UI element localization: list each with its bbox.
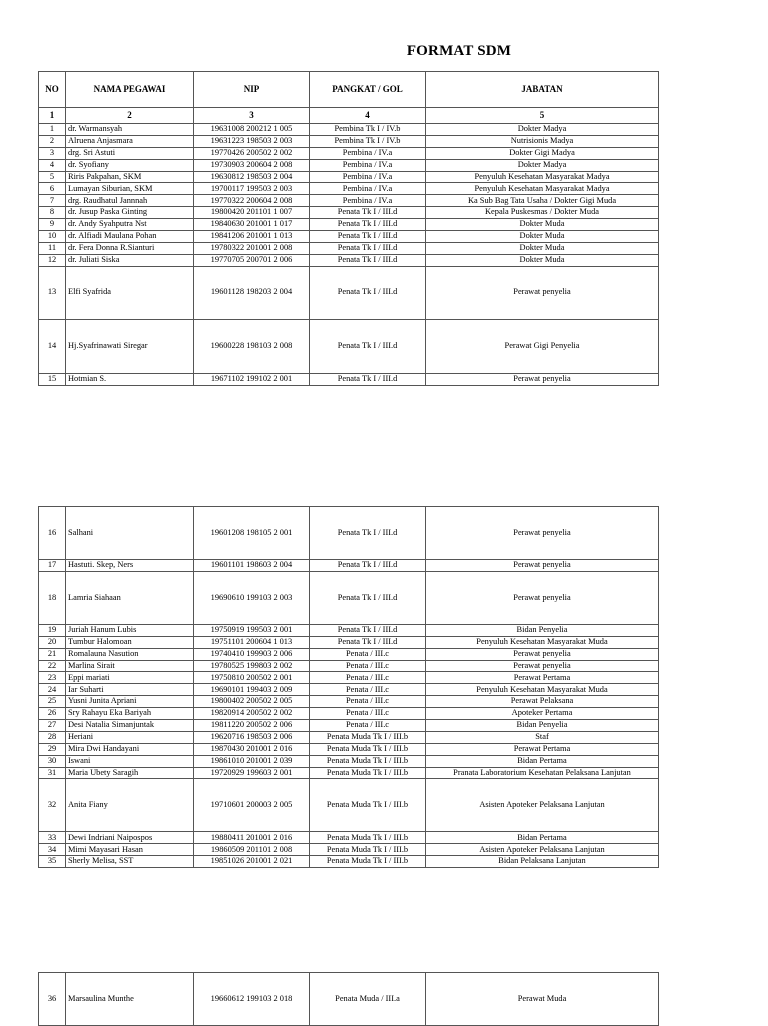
cell-no: 21 [39,648,66,660]
table-row [39,743,659,755]
cell-nip: 19780322 201001 2 008 [194,242,310,254]
cell-pangkat-gol: Penata / III.c [310,672,426,684]
cell-nama-pegawai: Romalauna Nasution [66,648,194,660]
sdm-table-part-2 [38,506,659,868]
cell-jabatan: Dokter Madya [426,159,659,171]
header-nama: NAMA PEGAWAI [66,72,194,108]
cell-nip: 19620716 198503 2 006 [194,731,310,743]
column-number: 5 [426,108,659,124]
cell-no: 1 [39,124,66,136]
cell-no: 31 [39,767,66,779]
cell-nama-pegawai: dr. Jusup Paska Ginting [66,207,194,219]
cell-no: 6 [39,183,66,195]
cell-jabatan: Bidan Pertama [426,755,659,767]
cell-jabatan: Perawat Muda [426,973,659,1026]
cell-nama-pegawai: Iswani [66,755,194,767]
cell-jabatan: Bidan Pelaksana Lanjutan [426,856,659,868]
column-number: 4 [310,108,426,124]
cell-nip: 19840630 201001 1 017 [194,219,310,231]
table-row [39,560,659,572]
table-row [39,708,659,720]
table-row [39,571,659,624]
cell-nama-pegawai: Maria Ubety Saragih [66,767,194,779]
cell-nip: 19630812 198503 2 004 [194,171,310,183]
cell-nip: 19720929 199603 2 001 [194,767,310,779]
cell-jabatan: Dokter Muda [426,231,659,243]
cell-no: 29 [39,743,66,755]
cell-no: 19 [39,624,66,636]
cell-nip: 19770322 200604 2 008 [194,195,310,207]
cell-jabatan: Perawat penyelia [426,660,659,672]
cell-jabatan: Dokter Gigi Madya [426,147,659,159]
cell-nip: 19660612 199103 2 018 [194,973,310,1026]
cell-nama-pegawai: Hastuti. Skep, Ners [66,560,194,572]
table-row [39,319,659,373]
column-number: 1 [39,108,66,124]
cell-jabatan: Perawat Pertama [426,743,659,755]
cell-nip: 19880411 201001 2 016 [194,832,310,844]
cell-no: 14 [39,319,66,373]
cell-nip: 19800402 200502 2 005 [194,696,310,708]
cell-no: 5 [39,171,66,183]
cell-jabatan: Penyuluh Kesehatan Masyarakat Madya [426,183,659,195]
cell-jabatan: Perawat penyelia [426,571,659,624]
cell-nip: 19811220 200502 2 006 [194,720,310,732]
cell-jabatan: Kepala Puskesmas / Dokter Muda [426,207,659,219]
cell-nip: 19730903 200604 2 008 [194,159,310,171]
cell-jabatan: Dokter Muda [426,242,659,254]
cell-pangkat-gol: Penata Muda Tk I / III.b [310,767,426,779]
cell-nama-pegawai: Heriani [66,731,194,743]
cell-pangkat-gol: Penata Tk I / III.d [310,254,426,266]
header-pangkat: PANGKAT / GOL [310,72,426,108]
cell-jabatan: Penyuluh Kesehatan Masyarakat Muda [426,636,659,648]
table-row [39,755,659,767]
cell-no: 10 [39,231,66,243]
cell-nip: 19710601 200003 2 005 [194,779,310,832]
cell-pangkat-gol: Penata Tk I / III.d [310,207,426,219]
cell-nip: 19690101 199403 2 009 [194,684,310,696]
cell-no: 35 [39,856,66,868]
cell-jabatan: Bidan Pertama [426,832,659,844]
cell-pangkat-gol: Penata Tk I / III.d [310,231,426,243]
cell-no: 30 [39,755,66,767]
cell-nama-pegawai: Mimi Mayasari Hasan [66,844,194,856]
cell-nip: 19841206 201001 1 013 [194,231,310,243]
cell-jabatan: Dokter Muda [426,219,659,231]
cell-no: 25 [39,696,66,708]
cell-pangkat-gol: Penata Tk I / III.d [310,319,426,373]
cell-nama-pegawai: Salhani [66,507,194,560]
cell-nip: 19671102 199102 2 001 [194,373,310,385]
cell-jabatan: Bidan Penyelia [426,720,659,732]
cell-pangkat-gol: Penata Tk I / III.d [310,636,426,648]
column-number-row [39,108,659,124]
cell-jabatan: Perawat Pertama [426,672,659,684]
cell-no: 13 [39,266,66,319]
table-row [39,507,659,560]
cell-no: 8 [39,207,66,219]
cell-no: 20 [39,636,66,648]
cell-jabatan: Apoteker Pertama [426,708,659,720]
cell-no: 32 [39,779,66,832]
cell-nip: 19601208 198105 2 001 [194,507,310,560]
header-row [39,72,659,108]
cell-jabatan: Perawat penyelia [426,266,659,319]
cell-nip: 19600228 198103 2 008 [194,319,310,373]
cell-pangkat-gol: Penata Tk I / III.d [310,624,426,636]
cell-nip: 19750919 199503 2 001 [194,624,310,636]
cell-no: 27 [39,720,66,732]
cell-nama-pegawai: Anita Fiany [66,779,194,832]
cell-pangkat-gol: Penata / III.c [310,648,426,660]
cell-pangkat-gol: Penata Muda Tk I / III.b [310,731,426,743]
cell-nip: 19800420 201101 1 007 [194,207,310,219]
cell-no: 18 [39,571,66,624]
cell-jabatan: Nutrisionis Madya [426,135,659,147]
cell-jabatan: Perawat penyelia [426,648,659,660]
cell-no: 4 [39,159,66,171]
cell-jabatan: Asisten Apoteker Pelaksana Lanjutan [426,844,659,856]
sdm-table-part-1 [38,71,659,386]
table-row [39,624,659,636]
cell-pangkat-gol: Pembina Tk I / IV.b [310,135,426,147]
cell-nama-pegawai: Desi Natalia Simanjuntak [66,720,194,732]
cell-pangkat-gol: Penata Muda Tk I / III.b [310,779,426,832]
cell-jabatan: Bidan Penyelia [426,624,659,636]
table-row [39,696,659,708]
cell-nip: 19690610 199103 2 003 [194,571,310,624]
cell-jabatan: Dokter Muda [426,254,659,266]
cell-no: 9 [39,219,66,231]
cell-nama-pegawai: Yusni Junita Apriani [66,696,194,708]
cell-nama-pegawai: Riris Pakpahan, SKM [66,171,194,183]
table-row [39,856,659,868]
cell-pangkat-gol: Penata Muda / III.a [310,973,426,1026]
cell-pangkat-gol: Penata Tk I / III.d [310,560,426,572]
cell-nama-pegawai: Dewi Indriani Naipospos [66,832,194,844]
table-row [39,660,659,672]
cell-no: 2 [39,135,66,147]
table-row [39,254,659,266]
cell-nip: 19601128 198203 2 004 [194,266,310,319]
table-row [39,779,659,832]
header-jabatan: JABATAN [426,72,659,108]
cell-jabatan: Asisten Apoteker Pelaksana Lanjutan [426,779,659,832]
table-row [39,207,659,219]
header-no: NO [39,72,66,108]
cell-pangkat-gol: Penata Muda Tk I / III.b [310,856,426,868]
table-row [39,832,659,844]
cell-pangkat-gol: Pembina / IV.a [310,195,426,207]
table-row [39,373,659,385]
page-title: FORMAT SDM [406,43,512,59]
cell-nama-pegawai: Marlina Sirait [66,660,194,672]
cell-pangkat-gol: Penata Tk I / III.d [310,373,426,385]
cell-nama-pegawai: drg. Sri Astuti [66,147,194,159]
cell-pangkat-gol: Penata / III.c [310,696,426,708]
cell-jabatan: Perawat Gigi Penyelia [426,319,659,373]
cell-nip: 19700117 199503 2 003 [194,183,310,195]
cell-nama-pegawai: dr. Alfiadi Maulana Pohan [66,231,194,243]
cell-jabatan: Perawat penyelia [426,507,659,560]
cell-pangkat-gol: Penata Muda Tk I / III.b [310,743,426,755]
cell-no: 22 [39,660,66,672]
table-row [39,124,659,136]
cell-jabatan: Penyuluh Kesehatan Masyarakat Madya [426,171,659,183]
cell-no: 16 [39,507,66,560]
cell-no: 28 [39,731,66,743]
cell-no: 24 [39,684,66,696]
cell-nip: 19770426 200502 2 002 [194,147,310,159]
cell-pangkat-gol: Penata / III.c [310,684,426,696]
cell-pangkat-gol: Pembina / IV.a [310,171,426,183]
table-row [39,147,659,159]
cell-pangkat-gol: Penata / III.c [310,720,426,732]
cell-jabatan: Pranata Laboratorium Kesehatan Pelaksana Lanjutan [426,767,659,779]
cell-nip: 19751101 200604 1 013 [194,636,310,648]
table-row [39,231,659,243]
cell-no: 26 [39,708,66,720]
cell-nama-pegawai: dr. Juliati Siska [66,254,194,266]
table-row [39,648,659,660]
cell-nama-pegawai: Juriah Hanum Lubis [66,624,194,636]
cell-jabatan: Dokter Madya [426,124,659,136]
cell-nip: 19601101 198603 2 004 [194,560,310,572]
cell-pangkat-gol: Pembina / IV.a [310,159,426,171]
table-row [39,195,659,207]
cell-nama-pegawai: Elfi Syafrida [66,266,194,319]
cell-nama-pegawai: Sherly Melisa, SST [66,856,194,868]
cell-pangkat-gol: Penata Tk I / III.d [310,266,426,319]
cell-nama-pegawai: Lumayan Siburian, SKM [66,183,194,195]
cell-no: 36 [39,973,66,1026]
cell-pangkat-gol: Pembina Tk I / IV.b [310,124,426,136]
cell-no: 33 [39,832,66,844]
cell-jabatan: Staf [426,731,659,743]
cell-no: 11 [39,242,66,254]
table-row [39,684,659,696]
cell-nip: 19851026 201001 2 021 [194,856,310,868]
cell-nama-pegawai: Marsaulina Munthe [66,973,194,1026]
table-row [39,731,659,743]
cell-no: 17 [39,560,66,572]
cell-no: 34 [39,844,66,856]
cell-no: 15 [39,373,66,385]
cell-pangkat-gol: Pembina / IV.a [310,147,426,159]
cell-nama-pegawai: Tumbur Halomoan [66,636,194,648]
table-row [39,672,659,684]
cell-nama-pegawai: Mira Dwi Handayani [66,743,194,755]
table-row [39,266,659,319]
cell-pangkat-gol: Penata Tk I / III.d [310,242,426,254]
cell-nip: 19740410 199903 2 006 [194,648,310,660]
column-number: 3 [194,108,310,124]
cell-jabatan: Perawat penyelia [426,560,659,572]
cell-pangkat-gol: Penata Tk I / III.d [310,219,426,231]
cell-nama-pegawai: Sry Rahayu Eka Bariyah [66,708,194,720]
cell-pangkat-gol: Penata Tk I / III.d [310,571,426,624]
cell-no: 23 [39,672,66,684]
table-row [39,767,659,779]
cell-nama-pegawai: dr. Fera Donna R.Sianturi [66,242,194,254]
cell-nip: 19631008 200212 1 005 [194,124,310,136]
cell-nip: 19860509 201101 2 008 [194,844,310,856]
cell-pangkat-gol: Penata Tk I / III.d [310,507,426,560]
header-nip: NIP [194,72,310,108]
table-row [39,242,659,254]
cell-pangkat-gol: Penata Muda Tk I / III.b [310,844,426,856]
cell-nip: 19780525 199803 2 002 [194,660,310,672]
cell-nama-pegawai: Iar Suharti [66,684,194,696]
table-row [39,135,659,147]
cell-nip: 19750810 200502 2 001 [194,672,310,684]
cell-nama-pegawai: dr. Syofiany [66,159,194,171]
cell-nip: 19820914 200502 2 002 [194,708,310,720]
cell-pangkat-gol: Penata / III.c [310,708,426,720]
cell-jabatan: Penyuluh Kesehatan Masyarakat Muda [426,684,659,696]
table-row [39,720,659,732]
cell-pangkat-gol: Penata Muda Tk I / III.b [310,832,426,844]
table-row [39,183,659,195]
cell-nama-pegawai: Alruena Anjasmara [66,135,194,147]
table-row [39,636,659,648]
table-row [39,219,659,231]
column-number: 2 [66,108,194,124]
table-row [39,171,659,183]
cell-jabatan: Ka Sub Bag Tata Usaha / Dokter Gigi Muda [426,195,659,207]
cell-no: 3 [39,147,66,159]
sdm-table-part-3 [38,972,659,1026]
table-row [39,844,659,856]
cell-no: 7 [39,195,66,207]
cell-nip: 19870430 201001 2 016 [194,743,310,755]
cell-nip: 19770705 200701 2 006 [194,254,310,266]
cell-nama-pegawai: Hj.Syafrinawati Siregar [66,319,194,373]
cell-nip: 19631223 198503 2 003 [194,135,310,147]
cell-nama-pegawai: Eppi mariati [66,672,194,684]
cell-nip: 19861010 201001 2 039 [194,755,310,767]
cell-nama-pegawai: Hotmian S. [66,373,194,385]
cell-nama-pegawai: dr. Warmansyah [66,124,194,136]
table-row [39,159,659,171]
cell-nama-pegawai: drg. Raudhatul Jannnah [66,195,194,207]
cell-pangkat-gol: Penata Muda Tk I / III.b [310,755,426,767]
table-row [39,973,659,1026]
cell-pangkat-gol: Pembina / IV.a [310,183,426,195]
cell-nama-pegawai: dr. Andy Syahputra Nst [66,219,194,231]
cell-pangkat-gol: Penata / III.c [310,660,426,672]
cell-jabatan: Perawat Pelaksana [426,696,659,708]
cell-nama-pegawai: Lamria Siahaan [66,571,194,624]
cell-no: 12 [39,254,66,266]
cell-jabatan: Perawat penyelia [426,373,659,385]
